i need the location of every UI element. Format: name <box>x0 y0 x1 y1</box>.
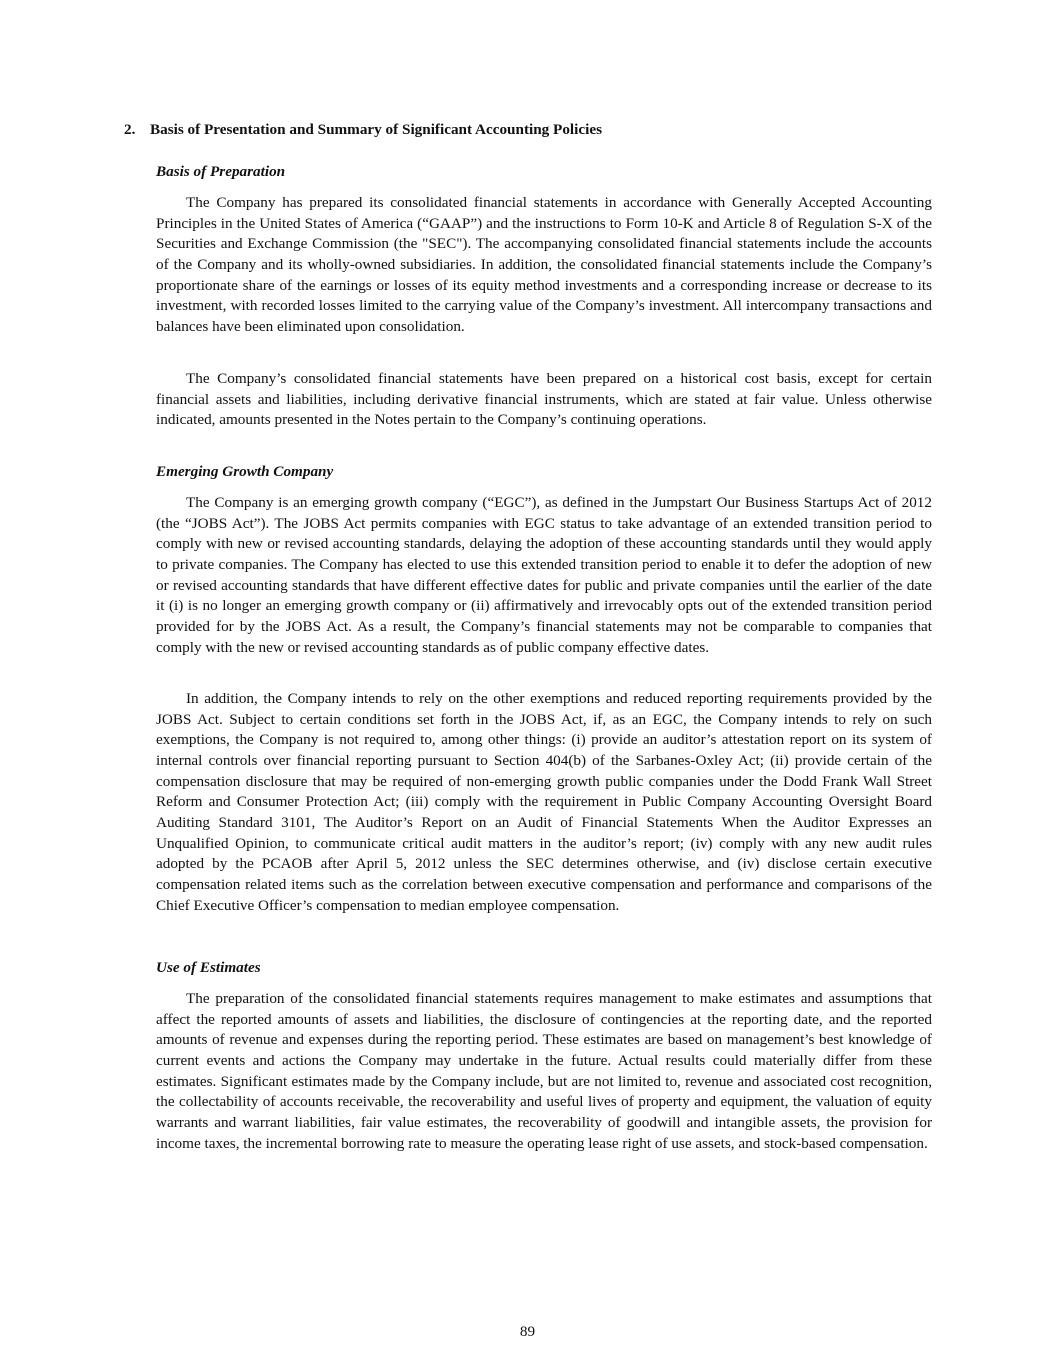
section-heading <box>124 120 934 140</box>
paragraph-use-of-estimates-1: The preparation of the consolidated financial statements requires management to make estimates and assumptions that affect the reported amounts of assets and liabilities, the disclosure of contingencies at the reporting date, and the reported amounts of revenue and expenses during the reporting period. These estimates are based on management’s best knowledge of current events and actions the Company may undertake in the future. Actual results could materially differ from these estimates. Significant estimates made by the Company include, but are not limited to, revenue and associated cost recognition, the collectability of accounts receivable, the recoverability and useful lives of property and equipment, the valuation of equity warrants and warrant liabilities, fair value estimates, the recoverability of goodwill and intangible assets, the provision for income taxes, the incremental borrowing rate to measure the operating lease right of use assets, and stock-based compensation. <box>156 990 932 1152</box>
page-number: 89 <box>519 1323 536 1340</box>
subheading-basis-of-preparation: Basis of Preparation <box>156 163 286 180</box>
subheading-emerging-growth-company: Emerging Growth Company <box>156 463 334 480</box>
paragraph-basis-of-preparation-1: The Company has prepared its consolidated financial statements in accordance with Generally Accepted Accounting Principles in the United States of America (“GAAP”) and the instructions to Form 10-K and Article 8 of Regulation S-X of the Securities and Exchange Commission (the "SEC"). The accompanying consolidated financial statements include the accounts of the Company and its wholly-owned subsidiaries. In addition, the consolidated financial statements include the Company’s proportionate share of the earnings or losses of its equity method investments and a corresponding increase or decrease to its investment, with recorded losses limited to the carrying value of the Company’s investment. All intercompany transactions and balances have been eliminated upon consolidation. <box>156 194 932 335</box>
subheading-use-of-estimates: Use of Estimates <box>156 959 261 976</box>
paragraph-basis-of-preparation-2: The Company’s consolidated financial statements have been prepared on a historical cost basis, except for certain financial assets and liabilities, including derivative financial instruments, which are stated at fair value. Unless otherwise indicated, amounts presented in the Notes pertain to the Company’s continuing operations. <box>156 370 932 429</box>
paragraph-emerging-growth-company-2: In addition, the Company intends to rely on the other exemptions and reduced reporting requirements provided by the JOBS Act. Subject to certain conditions set forth in the JOBS Act, if, as an EGC, the Company intends to rely on such exemptions, the Company is not required to, among other things: (i) provide an auditor’s attestation report on its system of internal controls over financial reporting pursuant to Section 404(b) of the Sarbanes-Oxley Act; (ii) provide certain of the compensation disclosure that may be required of non-emerging growth public companies under the Dodd Frank Wall Street Reform and Consumer Protection Act; (iii) comply with the requirement in Public Company Accounting Oversight Board Auditing Standard 3101, The Auditor’s Report on an Audit of Financial Statements When the Auditor Expresses an Unqualified Opinion, to communicate critical audit matters in the auditor’s report; (iv) comply with any new audit rules adopted by the PCAOB after April 5, 2012 unless the SEC determines otherwise, and (iv) disclose certain executive compensation related items such as the correlation between executive compensation and performance and comparisons of the Chief Executive Officer’s compensation to median employee compensation. <box>156 690 932 914</box>
section-title: Basis of Presentation and Summary of Significant Accounting Policies <box>150 121 602 138</box>
paragraph-emerging-growth-company-1: The Company is an emerging growth company (“EGC”), as defined in the Jumpstart Our Business Startups Act of 2012 (the “JOBS Act”). The JOBS Act permits companies with EGC status to take advantage of an extended transition period to comply with new or revised accounting standards, delaying the adoption of these accounting standards until they would apply to private companies. The Company has elected to use this extended transition period to enable it to defer the adoption of new or revised accounting standards that have different effective dates for public and private companies until the earlier of the date it (i) is no longer an emerging growth company or (ii) affirmatively and irrevocably opts out of the extended transition period provided for by the JOBS Act. As a result, the Company’s financial statements may not be comparable to companies that comply with the new or revised accounting standards as of public company effective dates. <box>156 494 932 656</box>
section-number: 2. <box>124 121 136 138</box>
